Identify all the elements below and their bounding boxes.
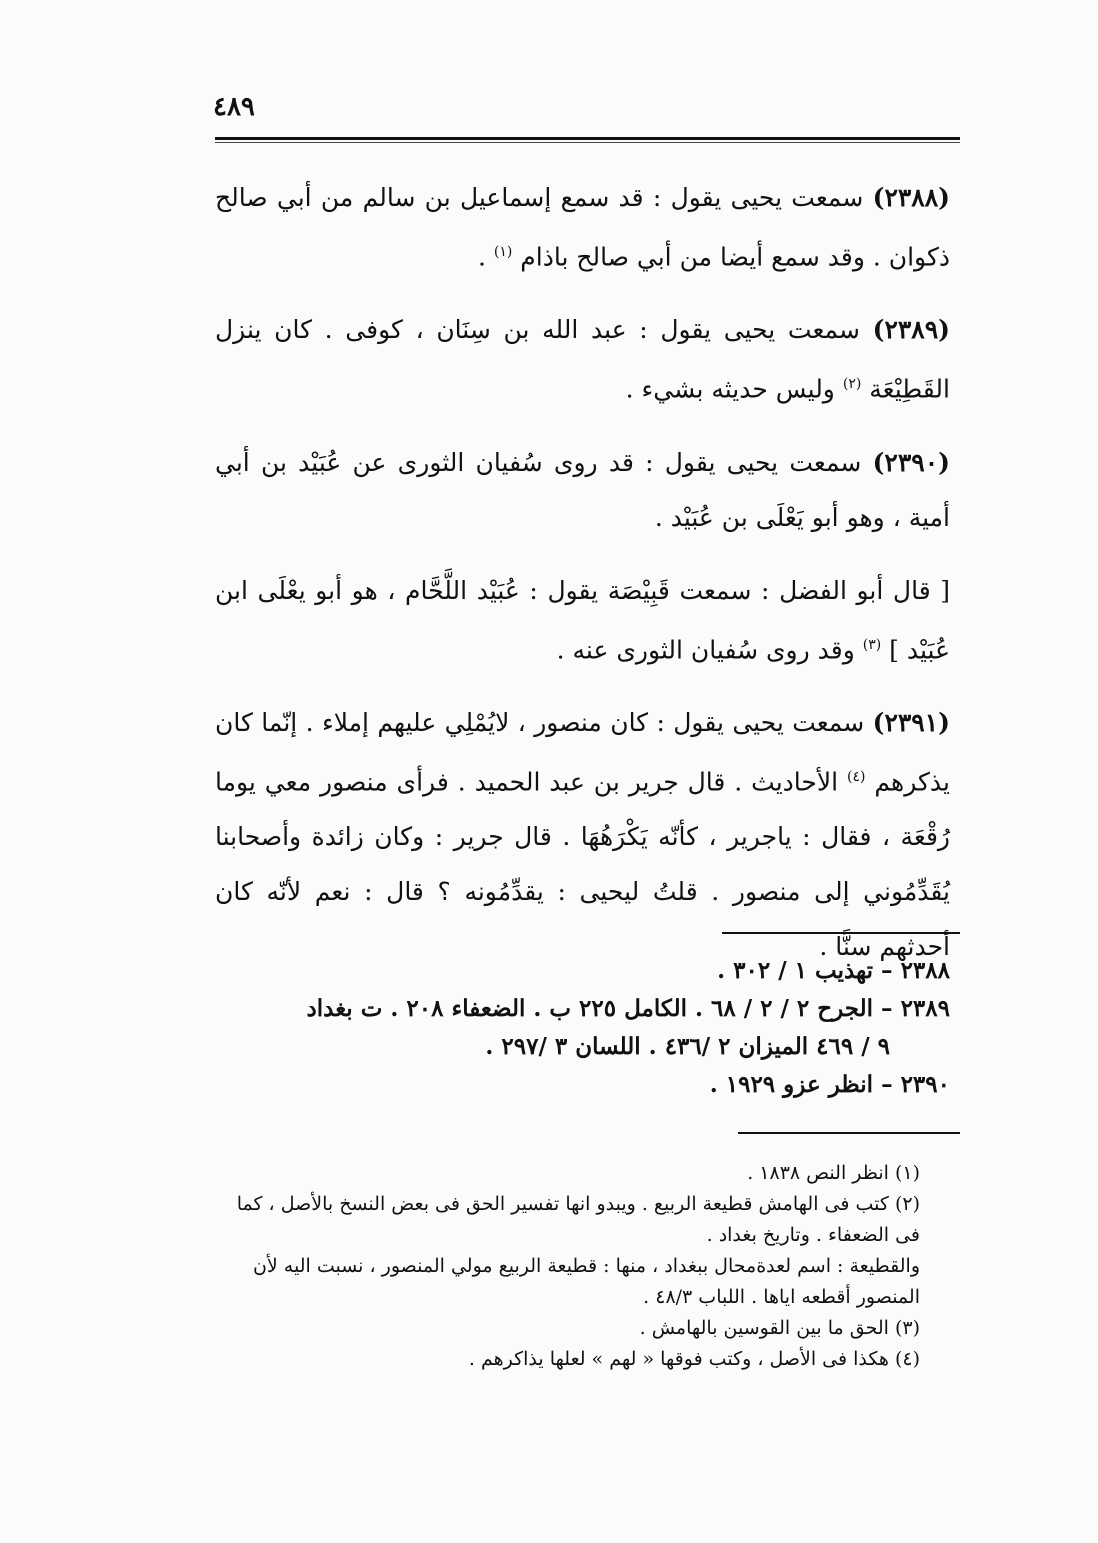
header-rule (215, 137, 960, 140)
reference-continuation: ٩ / ٤٦٩ الميزان ٢ /٤٣٦ . اللسان ٣ /٢٩٧ . (485, 1033, 890, 1060)
entry-bracket-note (215, 563, 950, 677)
entry-number: (٢٣٨٨) (872, 183, 950, 212)
reference-item: ٢٣٩٠ – انظر عزو ١٩٢٩ . (709, 1071, 950, 1098)
reference-item: ٢٣٨٩ – الجرح ٢ / ٢ / ٦٨ . الكامل ٢٢٥ ب . الضعفاء ٢٠٨ . ت بغداد (306, 995, 950, 1022)
footnote-marker: (١) (493, 244, 513, 260)
entry-text: سمعت يحيى يقول : قد روى سُفيان الثورى عن عُبَيْد بن أبي أمية ، وهو أبو يَعْلَى بن عُبَيْد . (215, 447, 950, 532)
entry-2390 (215, 435, 950, 545)
footnote-item: (١) انظر النص ١٨٣٨ . (747, 1162, 920, 1184)
references-rule (722, 932, 960, 934)
footnote-item: والقطيعة : اسم لعدةمحال ببغداد ، منها : قطيعة الربيع مولي المنصور ، نسبت اليه لأن المنصور أقطعه اياها . اللباب ٤٨/٣ . (252, 1255, 920, 1308)
footnote-item: (٣) الحق ما بين القوسين بالهامش . (639, 1317, 920, 1339)
reference-item: ٢٣٨٨ – تهذيب ١ / ٣٠٢ . (717, 957, 950, 984)
footnote-marker: (٢) (842, 376, 862, 393)
entry-number: (٢٣٩١) (872, 707, 950, 737)
entry-2389 (215, 302, 950, 416)
entry-end: وقد روى سُفيان الثورى عنه . (556, 634, 855, 664)
entry-text: سمعت يحيى يقول : عبد الله بن سِنَان ، كوفى . كان ينزل القَطِيْعَة (215, 315, 950, 404)
references (215, 952, 950, 1104)
entry-2388 (215, 170, 950, 284)
entry-number: (٢٣٩٠) (872, 447, 950, 477)
main-text (215, 170, 950, 992)
footnote-item: (٤) هكذا فى الأصل ، وكتب فوقها « لهم » لعلها يذاكرهم . (468, 1348, 920, 1370)
entry-text: سمعت يحيى يقول : قد سمع إسماعيل بن سالم من أبي صالح ذكوان . وقد سمع أيضا من أبي صالح باذام (215, 183, 950, 272)
footnotes (215, 1158, 960, 1375)
entry-end: وليس حديثه بشيء . (625, 374, 835, 404)
entry-text: [ قال أبو الفضل : سمعت قَبِيْصَة يقول : عُبَيْد اللَّحَّام ، هو أبو يعْلَى ابن عُبَيْد ] (215, 575, 950, 664)
page-number: ٤٨٩ (213, 92, 255, 122)
footnote-marker: (٣) (862, 636, 882, 653)
footnotes-rule (738, 1132, 960, 1134)
footnote-marker: (٤) (846, 768, 866, 785)
entry-text: سمعت يحيى يقول : كان منصور ، لايُمْلِي عليهم إملاء . إنّما كان يذكرهم (215, 707, 950, 797)
entry-end: . (477, 242, 486, 272)
entry-number: (٢٣٨٩) (872, 315, 951, 345)
entry-end: الأحاديث . قال جرير بن عبد الحميد . فرأى منصور معي يوما رُقْعَة ، فقال : ياجرير ، كأنّه يَكْرَهُهَا . قال جرير : وكان زائدة وأصحابنا يُقَدِّمُوني إلى منصور . قلتُ ليحيى : يقدِّمُونه ؟ قال : نعم لأنّه كان أحدثهم سنًّا . (215, 767, 950, 962)
footnote-item: (٢) كتب فى الهامش قطيعة الربيع . ويبدو انها تفسير الحق فى بعض النسخ بالأصل ، كما فى الضعفاء . وتاريخ بغداد . (236, 1193, 920, 1246)
header-rule-thin (215, 142, 960, 143)
